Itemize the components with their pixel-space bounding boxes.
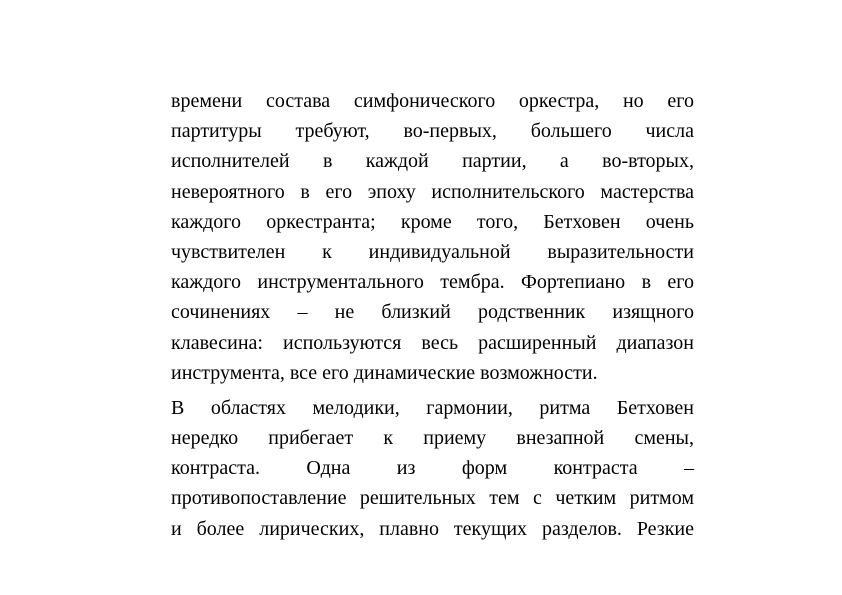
text-line: инструмента, все его динамические возможности.	[171, 361, 598, 384]
text-line: времени состава симфонического оркестра, но его	[171, 90, 694, 112]
text-line: нередко прибегает к приему внезапной смены,	[171, 427, 694, 450]
text-line: В областях мелодики, гармонии, ритма Бетховен	[171, 396, 694, 419]
paragraph-2	[171, 393, 694, 544]
text-line: каждого оркестранта; кроме того, Бетховен очень	[171, 210, 694, 233]
text-line: клавесина: используются весь расширенный диапазон	[171, 331, 694, 354]
text-line: и более лирических, плавно текущих разделов. Резкие	[171, 517, 694, 540]
text-line: чувствителен к индивидуальной выразительности	[171, 240, 694, 263]
text-line: контраста. Одна из форм контраста –	[171, 457, 694, 480]
text-line: сочинениях – не близкий родственник изящного	[171, 301, 694, 324]
text-line: партитуры требуют, во-первых, большего числа	[171, 120, 694, 143]
body-text	[171, 86, 694, 544]
text-line: каждого инструментального тембра. Фортепиано в его	[171, 271, 694, 294]
text-line: невероятного в его эпоху исполнительского мастерства	[171, 180, 694, 203]
paragraph-1	[171, 86, 694, 388]
text-line: исполнителей в каждой партии, а во-вторых,	[171, 150, 694, 173]
text-line: противопоставление решительных тем с четким ритмом	[171, 487, 694, 510]
